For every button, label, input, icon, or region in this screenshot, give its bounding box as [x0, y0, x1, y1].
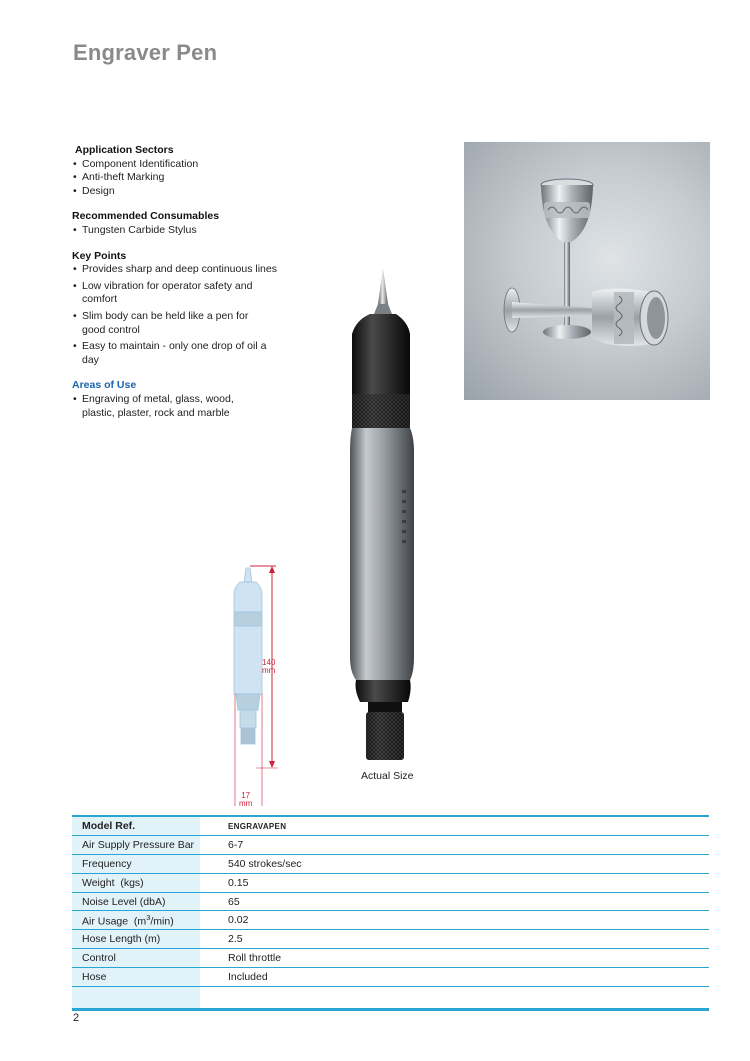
length-value: 140	[262, 658, 276, 667]
page-number: 2	[73, 1012, 80, 1024]
spec-label: Hose	[72, 967, 200, 986]
key-points-list	[72, 263, 277, 367]
goblets-photo	[464, 142, 710, 400]
list-item: • Easy to maintain - only one drop of oil a day	[72, 340, 267, 367]
spec-label: Hose Length (m)	[72, 930, 200, 949]
filler-cell	[72, 986, 200, 1008]
spec-value: Included	[200, 967, 709, 986]
spec-label: Air Supply Pressure Bar	[72, 836, 200, 855]
areas-of-use-list	[72, 393, 312, 420]
model-ref-value: ENGRAVAPEN	[200, 817, 709, 836]
filler-cell	[200, 986, 709, 1008]
spec-value: 6-7	[200, 836, 709, 855]
air-usage-label-suffix: /min)	[150, 915, 174, 928]
spec-table	[72, 815, 709, 1011]
width-dimension-label	[239, 792, 252, 808]
list-item: • Provides sharp and deep continuous lines	[72, 263, 312, 277]
table-row	[72, 949, 709, 968]
page-title: Engraver Pen	[73, 40, 218, 65]
recommended-consumables-list	[72, 224, 312, 238]
spec-label: Frequency	[72, 855, 200, 874]
pen-outline-illustration	[226, 560, 286, 810]
application-sectors-list	[72, 158, 312, 199]
spec-value: Roll throttle	[200, 949, 709, 968]
model-ref-label: Model Ref.	[72, 817, 200, 836]
spec-label	[72, 911, 200, 930]
table-row	[72, 873, 709, 892]
list-item: • Component Identification	[72, 158, 312, 172]
list-item: • Anti-theft Marking	[72, 171, 312, 185]
spec-label: Control	[72, 949, 200, 968]
length-dimension-label	[262, 659, 275, 675]
spec-value: 0.15	[200, 873, 709, 892]
table-row	[72, 930, 709, 949]
dimension-diagram	[226, 560, 286, 815]
list-item: • Engraving of metal, glass, wood, plastic, plaster, rock and marble	[72, 393, 262, 420]
list-item: • Design	[72, 185, 312, 199]
table-filler-row	[72, 986, 709, 1008]
table-row	[72, 892, 709, 911]
table-bottom-rule	[72, 1008, 709, 1011]
length-unit: mm	[262, 666, 276, 675]
spec-label: Noise Level (dbA)	[72, 892, 200, 911]
table-row	[72, 855, 709, 874]
list-item: • Low vibration for operator safety and comfort	[72, 280, 257, 307]
air-usage-label-sup: 3	[146, 913, 151, 923]
table-row	[72, 836, 709, 855]
goblets-illustration	[464, 142, 710, 400]
width-value: 17	[241, 791, 251, 800]
recommended-consumables-heading: Recommended Consumables	[72, 210, 220, 223]
application-sectors-heading: Application Sectors	[75, 144, 174, 156]
table-row	[72, 967, 709, 986]
spec-value: 540 strokes/sec	[200, 855, 709, 874]
width-unit: mm	[239, 799, 253, 808]
list-item: • Tungsten Carbide Stylus	[72, 224, 312, 238]
key-points-heading: Key Points	[72, 249, 127, 262]
engraver-pen-illustration	[330, 262, 420, 772]
air-usage-label-prefix: Air Usage (m	[82, 915, 147, 928]
feature-list	[72, 144, 312, 420]
table-row	[72, 911, 709, 930]
spec-value: 0.02	[200, 911, 709, 930]
spec-table-grid	[72, 817, 709, 1008]
figure-caption: Actual Size	[361, 770, 414, 782]
list-item: • Slim body can be held like a pen for good control	[72, 310, 272, 337]
spec-value: 65	[200, 892, 709, 911]
engraver-pen-image	[330, 262, 420, 777]
areas-of-use-heading: Areas of Use	[72, 379, 137, 392]
spec-label: Weight (kgs)	[72, 873, 200, 892]
spec-value: 2.5	[200, 930, 709, 949]
table-header-row	[72, 817, 709, 836]
